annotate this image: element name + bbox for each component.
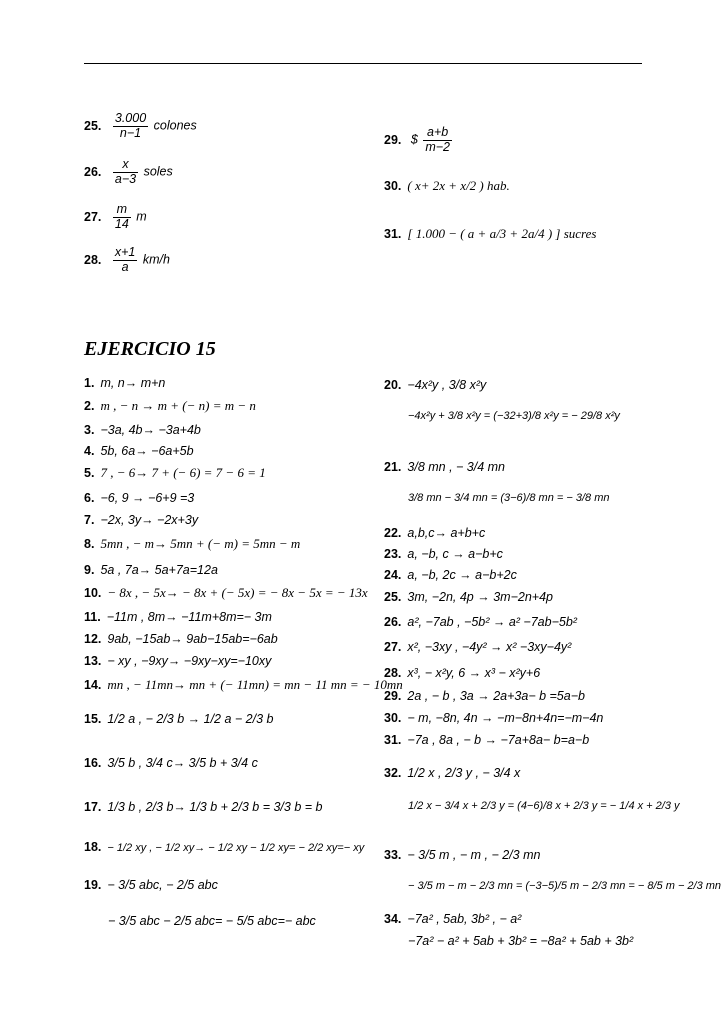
exercise-3: 3. −3a, 4b→ −3a+4b (84, 423, 201, 437)
exercise-6: 6. −6, 9 → −6+9 =3 (84, 491, 195, 505)
answer-26: 26. $\frac{x}{a-3}$ soles (84, 157, 173, 186)
exercise-30: 30. − m, −8n, 4n → −m−8n+4n=−m−4n (384, 711, 604, 725)
answer-29: 29. $ $\frac{a+b}{m-2}$ (384, 125, 450, 154)
answer-25: 25. $\frac{3.000}{n-1}$ colones (84, 111, 197, 140)
exercise-13: 13. − xy , −9xy→ −9xy−xy=−10xy (84, 654, 272, 668)
exercise-2: 2. m , − n → m + (− n) = m − n (84, 398, 256, 413)
exercise-27: 27. x², −3xy , −4y² → x² −3xy−4y² (384, 640, 572, 654)
exercise-26: 26. a², −7ab , −5b² → a² −7ab−5b² (384, 615, 577, 629)
exercise-28: 28. x³, − x²y, 6 → x³ − x²y+6 (384, 666, 541, 680)
exercise-8: 8. 5mn , − m→ 5mn + (− m) = 5mn − m (84, 536, 301, 551)
exercise-14: 14. mn , − 11mn→ mn + (− 11mn) = mn − 11 mn = − 10mn (84, 677, 403, 692)
exercise-12: 12. 9ab, −15ab→ 9ab−15ab=−6ab (84, 632, 278, 646)
exercise-19-result: − 3/5 abc − 2/5 abc= − 5/5 abc=− abc (108, 914, 316, 928)
exercise-23: 23. a, −b, c → a−b+c (384, 547, 503, 561)
fraction: $\frac{3.000}{n-1}$ (114, 111, 147, 140)
answer-31: 31. [ 1.000 − ( a + a/3 + 2a/4 ) ] sucres (384, 226, 597, 241)
exercise-21: 21. 3/8 mn , − 3/4 mn (384, 460, 506, 474)
exercise-17: 17. 1/3 b , 2/3 b→ 1/3 b + 2/3 b = 3/3 b = b (84, 800, 323, 814)
exercise-1: 1. m, n→ m+n (84, 376, 166, 390)
item-number: 25. (84, 118, 102, 133)
exercise-33-result: − 3/5 m − m − 2/3 mn = (−3−5)/5 m − 2/3 mn = − 8/5 m − 2/3 mn (408, 880, 722, 892)
exercise-7: 7. −2x, 3y→ −2x+3y (84, 513, 199, 527)
exercise-25: 25. 3m, −2n, 4p → 3m−2n+4p (384, 590, 553, 604)
exercise-32: 32. 1/2 x , 2/3 y , − 3/4 x (384, 766, 521, 780)
section-heading: EJERCICIO 15 (84, 338, 216, 360)
exercise-20: 20. −4x²y , 3/8 x²y (384, 378, 487, 392)
exercise-9: 9. 5a , 7a→ 5a+7a=12a (84, 563, 218, 577)
header-rule (84, 63, 642, 64)
exercise-18: 18. − 1/2 xy , − 1/2 xy→ − 1/2 xy − 1/2 xy= − 2/2 xy=− xy (84, 840, 365, 854)
exercise-19: 19. − 3/5 abc, − 2/5 abc (84, 878, 218, 892)
exercise-32-result: 1/2 x − 3/4 x + 2/3 y = (4−6)/8 x + 2/3 y = − 1/4 x + 2/3 y (408, 800, 680, 812)
exercise-34: 34. −7a² , 5ab, 3b² , − a² (384, 912, 522, 926)
exercise-22: 22. a,b,c→ a+b+c (384, 526, 486, 540)
exercise-20-result: −4x²y + 3/8 x²y = (−32+3)/8 x²y = − 29/8 x²y (408, 410, 620, 422)
exercise-29: 29. 2a , − b , 3a → 2a+3a− b =5a−b (384, 689, 585, 703)
exercise-33: 33. − 3/5 m , − m , − 2/3 mn (384, 848, 541, 862)
exercise-15: 15. 1/2 a , − 2/3 b → 1/2 a − 2/3 b (84, 712, 274, 726)
answer-27: 27. $\frac{m}{14}$ m (84, 202, 147, 231)
exercise-4: 4. 5b, 6a→ −6a+5b (84, 444, 194, 458)
exercise-21-result: 3/8 mn − 3/4 mn = (3−6)/8 mn = − 3/8 mn (408, 492, 610, 504)
exercise-11: 11. −11m , 8m→ −11m+8m=− 3m (84, 610, 272, 624)
exercise-34-result: −7a² − a² + 5ab + 3b² = −8a² + 5ab + 3b² (408, 934, 634, 948)
answer-30: 30. ( x+ 2x + x/2 ) hab. (384, 178, 510, 193)
exercise-24: 24. a, −b, 2c → a−b+2c (384, 568, 517, 582)
exercise-5: 5. 7 , − 6→ 7 + (− 6) = 7 − 6 = 1 (84, 465, 266, 480)
exercise-10: 10. − 8x , − 5x→ − 8x + (− 5x) = − 8x − 5x = − 13x (84, 585, 368, 600)
answer-28: 28. $\frac{x+1}{a}$ km/h (84, 245, 170, 274)
exercise-16: 16. 3/5 b , 3/4 c→ 3/5 b + 3/4 c (84, 756, 258, 770)
exercise-31: 31. −7a , 8a , − b → −7a+8a− b=a−b (384, 733, 590, 747)
